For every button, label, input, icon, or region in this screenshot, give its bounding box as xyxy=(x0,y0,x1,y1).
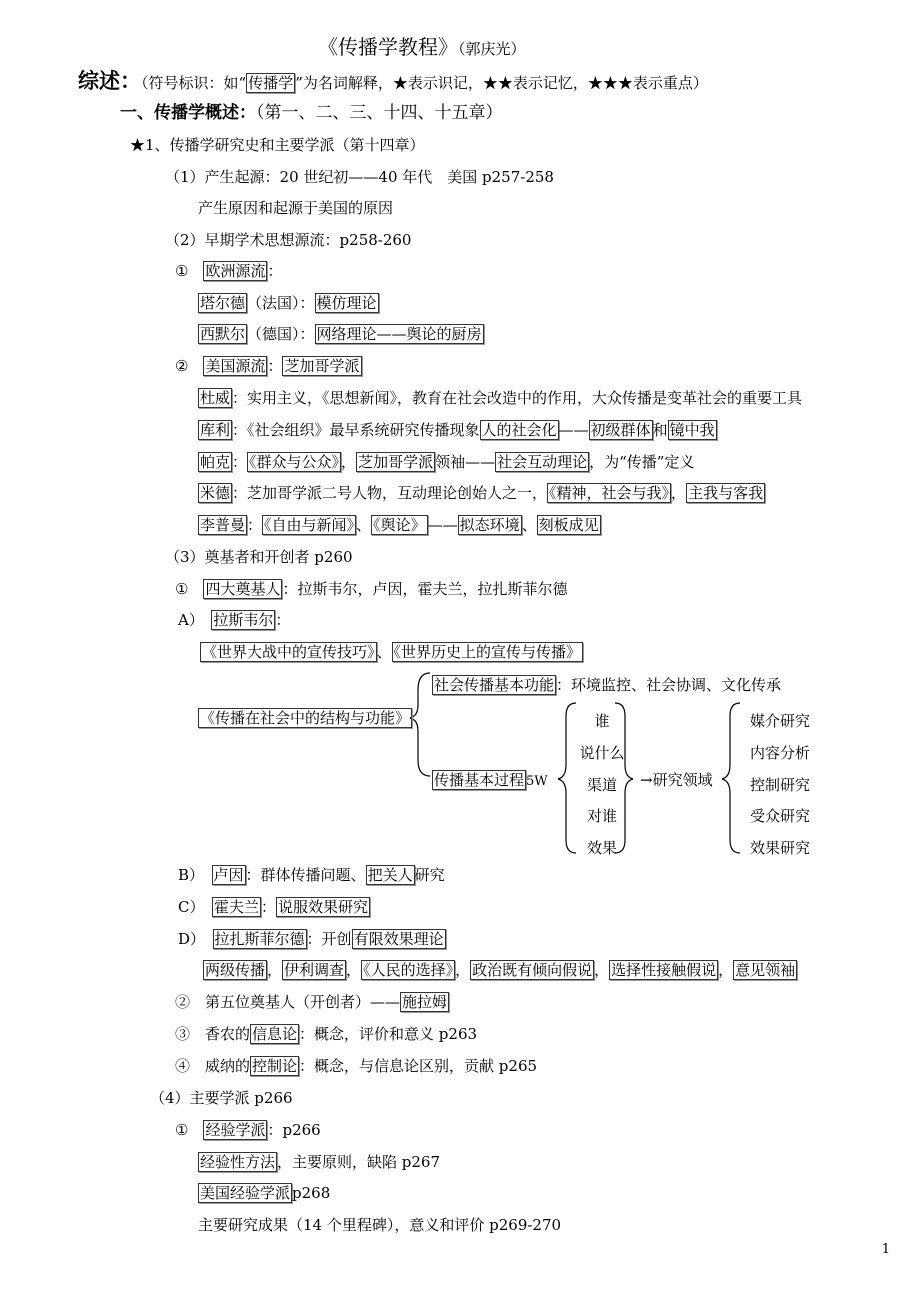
text-segment: ， xyxy=(455,961,471,979)
term-box: 模仿理论 xyxy=(316,294,377,312)
text-segment: （符号标识：如“ xyxy=(141,74,247,92)
text-segment: ① xyxy=(175,580,204,598)
term-box: 镜中我 xyxy=(669,421,715,439)
term-box: 卢因 xyxy=(213,866,244,884)
title-author: （郭庆光） xyxy=(458,40,526,58)
text-segment: （4）主要学派 p266 xyxy=(150,1089,293,1107)
text-segment: 产生原因和起源于美国的原因 xyxy=(198,199,394,217)
text-segment: ，主要原则，缺陷 p267 xyxy=(277,1153,441,1171)
five-w-item: 说什么 xyxy=(579,743,625,762)
text-segment: ： xyxy=(267,262,283,280)
research-field-label: →研究领域 xyxy=(640,771,713,789)
term-box: 欧洲源流 xyxy=(205,262,266,280)
term-box: 四大奠基人 xyxy=(205,580,281,598)
term-box: 选择性接触假说 xyxy=(611,961,717,979)
term-box: 信息论 xyxy=(252,1025,298,1043)
text-segment: ：拉斯韦尔，卢因，霍夫兰，拉扎斯菲尔德 xyxy=(282,580,568,598)
text-segment: ：芝加哥学派二号人物，互动理论创始人之一， xyxy=(232,484,548,502)
term-box: 拉斯韦尔 xyxy=(213,611,274,629)
five-w-item: 对谁 xyxy=(586,807,618,826)
text-segment: 一、传播学概述： xyxy=(120,103,256,123)
text-segment: p268 xyxy=(292,1184,331,1202)
term-box: 美国经验学派 xyxy=(200,1184,291,1202)
text-segment: 领袖—— xyxy=(435,453,496,471)
research-field: 受众研究 xyxy=(750,807,811,826)
term-box: 《世界历史上的宣传与传播》 xyxy=(393,643,582,661)
text-segment: ② 第五位奠基人（开创者）—— xyxy=(175,993,401,1011)
term-box: 经验性方法 xyxy=(200,1153,276,1171)
research-field: 控制研究 xyxy=(750,775,811,794)
text-segment: ：开创 xyxy=(306,930,352,948)
text-segment: ：群体传播问题、 xyxy=(245,866,366,884)
term-box: 把关人 xyxy=(367,866,413,884)
title-text: 《传播学教程》 xyxy=(318,35,458,59)
research-field: 内容分析 xyxy=(750,743,811,762)
function-text: ：环境监控、社会协调、文化传承 xyxy=(556,676,782,694)
text-segment: 综述： xyxy=(78,69,141,93)
five-w-item: 谁 xyxy=(594,712,610,730)
text-segment: C） xyxy=(178,898,212,916)
term-box: 《精神，社会与我》 xyxy=(549,484,670,502)
term-box: 伊利调查 xyxy=(284,961,345,979)
text-segment: ③ 香农的 xyxy=(175,1025,251,1043)
term-box: 社会互动理论 xyxy=(497,453,588,471)
text-segment: 主要研究成果（14 个里程碑），意义和评价 p269-270 xyxy=(198,1216,562,1234)
term-box: 施拉姆 xyxy=(402,993,448,1011)
text-segment: 和 xyxy=(652,421,668,439)
text-segment: ② xyxy=(175,357,204,375)
term-box: 芝加哥学派 xyxy=(358,453,434,471)
term-box: 网络理论——舆论的厨房 xyxy=(316,325,482,343)
text-segment: （第一、二、三、十四、十五章） xyxy=(256,103,503,123)
term-box: 芝加哥学派 xyxy=(284,357,360,375)
term-box: 传播学 xyxy=(248,74,294,92)
research-field: 媒介研究 xyxy=(750,712,811,730)
text-segment: ： xyxy=(247,516,263,534)
term-box: 美国源流 xyxy=(205,357,266,375)
term-box: 塔尔德 xyxy=(200,294,246,312)
diagram-root: 《传播在社会中的结构与功能》 xyxy=(200,709,411,727)
text-segment: 研究 xyxy=(414,866,445,884)
term-box: 两级传播 xyxy=(205,961,266,979)
process-suffix: 5W xyxy=(526,774,548,789)
text-segment: 、 xyxy=(356,516,372,534)
term-box: 西默尔 xyxy=(200,325,246,343)
text-segment: ：《社会组织》最早系统研究传播现象 xyxy=(232,421,480,439)
text-segment: ④ 威纳的 xyxy=(175,1057,251,1075)
term-box: 《世界大战中的宣传技巧》 xyxy=(202,643,375,661)
text-segment: ：概念，评价和意义 p263 xyxy=(299,1025,478,1043)
text-segment: ， xyxy=(267,961,283,979)
text-segment: ：p266 xyxy=(267,1121,321,1139)
text-segment: B） xyxy=(178,866,212,884)
text-segment: ： xyxy=(232,453,248,471)
text-segment: 、 xyxy=(521,516,537,534)
research-field: 效果研究 xyxy=(750,839,811,858)
text-segment: ，为“传播”定义 xyxy=(589,453,695,471)
process-label: 传播基本过程 xyxy=(434,771,525,789)
five-w-item: 渠道 xyxy=(586,775,618,794)
text-segment: D） xyxy=(178,930,213,948)
text-segment: （法国）： xyxy=(247,294,315,312)
text-segment: ★1、传播学研究史和主要学派（第十四章） xyxy=(130,136,425,154)
term-box: 经验学派 xyxy=(205,1121,266,1139)
brace-5w-left xyxy=(558,703,576,853)
text-segment: ： xyxy=(261,898,277,916)
text-segment: ： xyxy=(275,611,291,629)
term-box: 库利 xyxy=(200,421,231,439)
text-segment: （2）早期学术思想源流：p258-260 xyxy=(165,231,412,249)
function-label: 社会传播基本功能 xyxy=(434,676,555,694)
text-segment: ”为名词解释，★表示识记，★★表示记忆，★★★表示重点） xyxy=(295,74,708,92)
term-box: 人的社会化 xyxy=(481,421,557,439)
term-box: 主我与客我 xyxy=(688,484,764,502)
term-box: 说服效果研究 xyxy=(278,898,369,916)
text-segment: ① xyxy=(175,1121,204,1139)
text-segment: （德国）： xyxy=(247,325,315,343)
term-box: 意见领袖 xyxy=(735,961,796,979)
text-segment: A） xyxy=(178,611,212,629)
page-number: 1 xyxy=(881,1242,890,1257)
text-segment: ， xyxy=(671,484,687,502)
term-box: 杜威 xyxy=(200,389,231,407)
text-segment: ：概念，与信息论区别，贡献 p265 xyxy=(299,1057,538,1075)
term-box: 帕克 xyxy=(200,453,231,471)
term-box: 控制论 xyxy=(252,1057,298,1075)
term-box: 初级群体 xyxy=(590,421,651,439)
brace-root xyxy=(410,673,430,776)
term-box: 有限效果理论 xyxy=(353,930,444,948)
five-w-item: 效果 xyxy=(586,839,618,858)
text-segment: —— xyxy=(427,516,458,534)
term-box: 拉扎斯菲尔德 xyxy=(214,930,305,948)
text-segment: —— xyxy=(558,421,589,439)
term-box: 米德 xyxy=(200,484,231,502)
term-box: 《人民的选择》 xyxy=(363,961,454,979)
term-box: 霍夫兰 xyxy=(213,898,259,916)
text-segment: ： xyxy=(267,357,283,375)
term-box: 《自由与新闻》 xyxy=(264,516,355,534)
text-segment: 、 xyxy=(376,643,392,661)
brace-fields xyxy=(722,703,740,853)
text-segment: （3）奠基者和开创者 p260 xyxy=(165,548,353,566)
text-segment: ：实用主义，《思想新闻》，教育在社会改造中的作用，大众传播是变革社会的重要工具 xyxy=(232,389,803,407)
term-box: 李普曼 xyxy=(200,516,246,534)
text-segment: （1）产生起源：20 世纪初——40 年代 美国 p257-258 xyxy=(165,168,554,186)
text-segment: ， xyxy=(346,961,362,979)
term-box: 拟态环境 xyxy=(459,516,520,534)
term-box: 政治既有倾向假说 xyxy=(472,961,593,979)
text-segment: ， xyxy=(594,961,610,979)
term-box: 《舆论》 xyxy=(373,516,426,534)
term-box: 《群众与公众》 xyxy=(249,453,340,471)
term-box: 刻板成见 xyxy=(538,516,599,534)
text-segment: ， xyxy=(341,453,357,471)
text-segment: ， xyxy=(718,961,734,979)
text-segment: ① xyxy=(175,262,204,280)
